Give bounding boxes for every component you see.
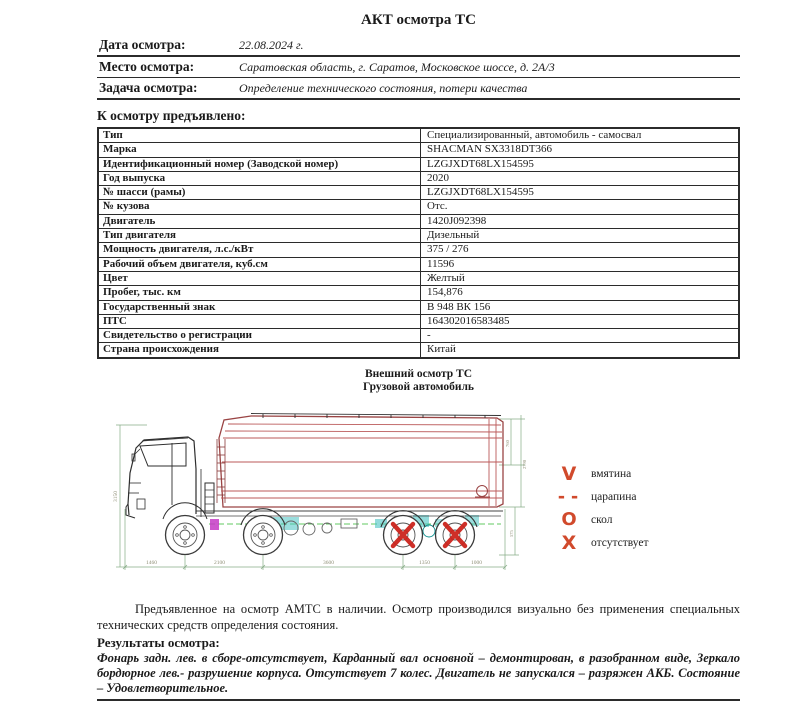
table-row-label: № кузова [99, 200, 421, 213]
table-row-label: Год выпуска [99, 172, 421, 185]
table-row [99, 286, 738, 300]
table-row-value: Китай [427, 343, 456, 356]
table-row-value: Специализированный, автомобиль - самосвал [427, 129, 642, 141]
table-row-value: Отс. [427, 200, 448, 213]
truck-side-view-drawing [113, 407, 553, 587]
table-row-value: 164302016583485 [427, 314, 510, 327]
results-text [97, 651, 740, 701]
chip-symbol-icon: O [561, 509, 577, 531]
table-row-label: Цвет [99, 272, 421, 285]
table-row-value: SHACMAN SX3318DT366 [427, 143, 552, 156]
table-row-label: Идентификационный номер (Заводской номер) [99, 158, 421, 171]
legend-item-dent: V вмятина [555, 463, 649, 486]
table-row-value: 11596 [427, 257, 455, 270]
table-row [99, 186, 738, 200]
dim-right-outer: 2790 [522, 459, 527, 469]
table-row [99, 200, 738, 214]
inspection-titles [97, 368, 740, 394]
field-label: Место осмотра: [99, 59, 195, 74]
dent-symbol-icon: V [561, 462, 577, 485]
results-rest: -отсутствует, Карданный вал основной – демонтирован, в разобранном виде, Зеркало бордюрное лев.- разрушение корпуса. Отсутствует 7 колес. Двигатель не запускался – разряжен АКБ. Состояние – Удовлетворительное. [97, 650, 741, 695]
field-value: Саратовская область, г. Саратов, Московское шоссе, д. 2А/3 [239, 60, 555, 74]
dim-bottom-3: 3600 [323, 559, 334, 566]
legend-item-scratch: ▬ ▬ царапина [555, 486, 649, 509]
table-row-value: Дизельный [427, 229, 480, 242]
dim-right-lower: 575 [509, 530, 514, 537]
table-row-value: 2020 [427, 171, 449, 184]
section-heading-presented: К осмотру предъявлено: [97, 108, 246, 123]
table-row [99, 158, 738, 172]
table-row [99, 172, 738, 186]
table-row [99, 258, 738, 272]
table-row-label: Тип двигателя [99, 229, 421, 242]
header-field-task [97, 78, 740, 100]
table-row-label: Пробег, тыс. км [99, 286, 421, 299]
wheel-axle-1 [166, 515, 205, 554]
table-row [99, 329, 738, 343]
table-row-label: Государственный знак [99, 301, 421, 314]
field-value: 22.08.2024 г. [239, 38, 304, 52]
table-row-label: Тип [99, 129, 421, 142]
field-value: Определение технического состояния, потери качества [239, 81, 528, 95]
legend-item-chip: O скол [555, 509, 649, 532]
field-label: Дата осмотра: [99, 37, 186, 52]
inspection-diagram [97, 407, 740, 593]
table-row-label: ПТС [99, 315, 421, 328]
dim-right-upper: 760 [505, 440, 510, 447]
table-row [99, 301, 738, 315]
table-row [99, 343, 738, 356]
table-row-value: В 948 ВК 156 [427, 300, 491, 313]
inspection-title: Внешний осмотр ТС [364, 367, 473, 380]
table-row [99, 143, 738, 157]
missing-symbol-icon: X [561, 531, 577, 554]
table-row-value: 1420J092398 [427, 214, 487, 227]
table-row-label: Двигатель [99, 215, 421, 228]
dim-bottom-1: 1460 [146, 559, 157, 566]
availability-note: Предъявленное на осмотр АМТС в наличии. Осмотр производился визуально без применения специальных технических средств определения состояния. [97, 601, 740, 632]
table-row-label: № шасси (рамы) [99, 186, 421, 199]
table-row [99, 243, 738, 257]
dim-bottom-4: 1350 [419, 559, 430, 566]
legend-item-missing: X отсутствует [555, 532, 649, 555]
table-row-value: LZGJXDT68LX154595 [427, 186, 534, 199]
dim-bottom-2: 2100 [214, 559, 225, 566]
wheel-axle-2 [244, 515, 283, 554]
scratch-symbol-icon: ▬ ▬ [558, 492, 580, 501]
results-lead: Фонарь задн. лев. в сборе [97, 650, 242, 665]
dim-bottom-5: 1000 [471, 559, 482, 566]
table-row-label: Рабочий объем двигателя, куб.см [99, 258, 421, 271]
page-title: АКТ осмотра ТС [361, 12, 476, 28]
table-row-value: LZGJXDT68LX154595 [427, 157, 534, 170]
header-field-place [97, 57, 740, 78]
truck-dump-body [217, 416, 503, 507]
truck-cab [126, 437, 214, 519]
table-row-value: 375 / 276 [427, 243, 469, 256]
table-row [99, 215, 738, 229]
inspection-subtitle: Грузовой автомобиль [362, 380, 475, 393]
header-field-date [97, 35, 740, 57]
vehicle-table [97, 127, 740, 359]
table-row-value: Желтый [427, 271, 465, 284]
field-label: Задача осмотра: [99, 80, 198, 95]
document-content [97, 10, 740, 701]
table-row-value: 154,876 [427, 286, 463, 299]
table-row [99, 272, 738, 286]
table-row-label: Мощность двигателя, л.с./кВт [99, 243, 421, 256]
table-row-value: - [427, 329, 431, 342]
table-row-label: Страна происхождения [99, 343, 421, 356]
table-row-label: Марка [99, 143, 421, 156]
table-row [99, 129, 738, 143]
table-row [99, 229, 738, 243]
damage-legend [555, 463, 649, 555]
table-row [99, 315, 738, 329]
dim-left: 3150 [113, 490, 119, 502]
results-heading: Результаты осмотра: [97, 634, 220, 650]
table-row-label: Свидетельство о регистрации [99, 329, 421, 342]
